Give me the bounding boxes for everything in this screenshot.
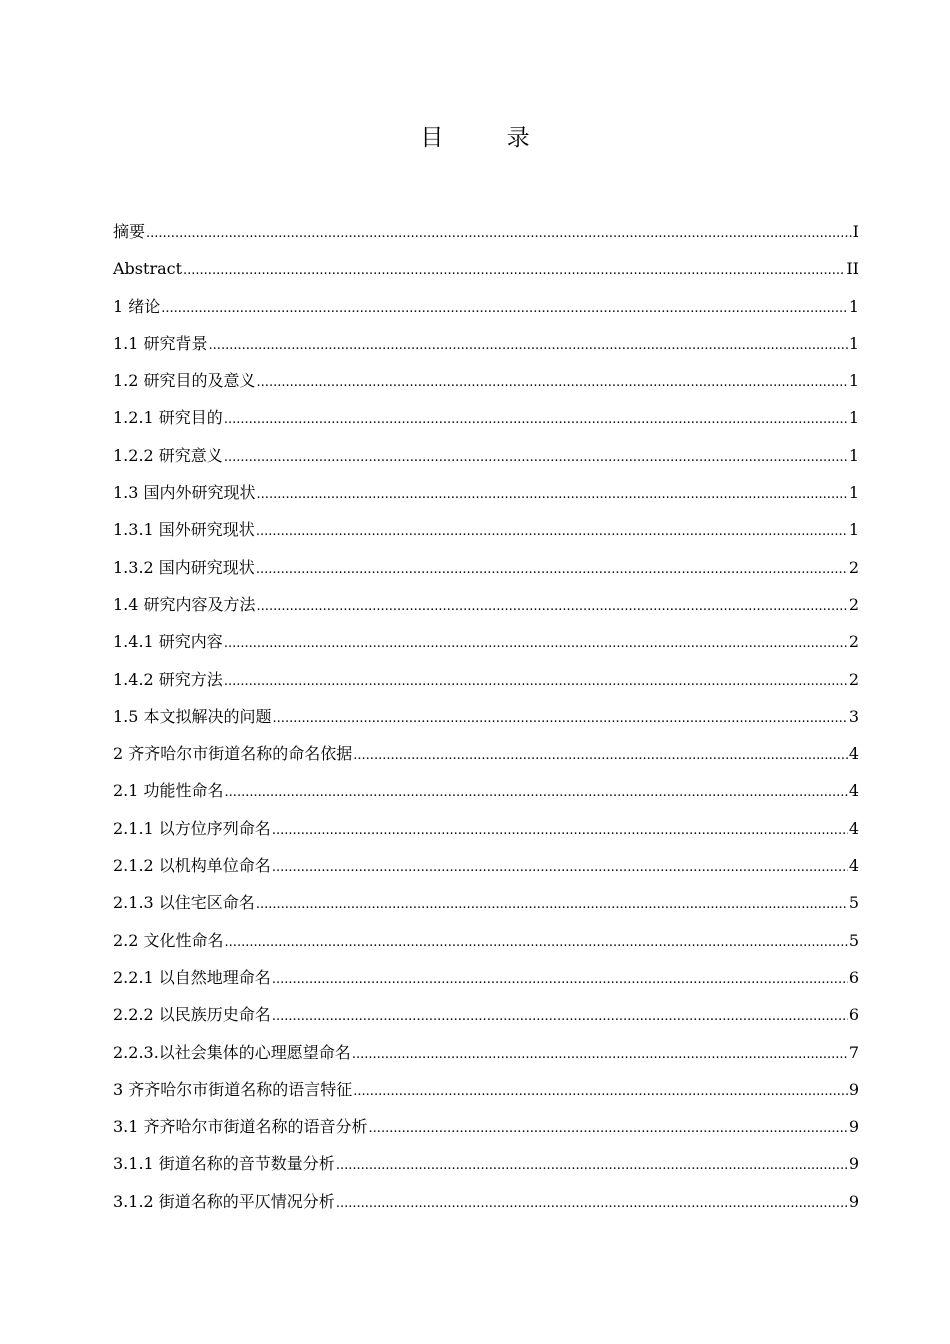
toc-entry[interactable] <box>113 250 859 287</box>
toc-entry-label: 1.4.1 研究内容 <box>113 632 223 652</box>
toc-entry[interactable] <box>113 325 859 362</box>
toc-list <box>113 213 859 1220</box>
toc-dot-leader <box>256 513 848 550</box>
toc-dot-leader <box>225 774 848 811</box>
toc-entry-page-number: 1 <box>848 371 859 391</box>
toc-entry-label: 1.4 研究内容及方法 <box>113 594 256 614</box>
toc-dot-leader <box>273 700 848 737</box>
toc-entry-label: 1.2.1 研究目的 <box>113 408 223 428</box>
toc-dot-leader <box>225 924 848 961</box>
toc-entry[interactable] <box>113 698 859 735</box>
toc-entry-label: 1.3 国内外研究现状 <box>113 483 256 503</box>
toc-entry[interactable] <box>113 399 859 436</box>
toc-dot-leader <box>336 1147 848 1184</box>
toc-entry[interactable] <box>113 623 859 660</box>
toc-dot-leader <box>257 364 848 401</box>
toc-dot-leader <box>224 625 848 662</box>
toc-dot-leader <box>146 215 852 252</box>
toc-entry[interactable] <box>113 437 859 474</box>
toc-dot-leader <box>272 812 848 849</box>
toc-entry-page-number: 1 <box>848 520 859 540</box>
toc-entry-label: Abstract <box>113 259 183 279</box>
toc-entry-page-number: 7 <box>848 1042 859 1062</box>
toc-entry-label: 3 齐齐哈尔市街道名称的语言特征 <box>113 1079 353 1099</box>
toc-dot-leader <box>272 998 848 1035</box>
toc-entry-page-number: 9 <box>848 1079 859 1099</box>
toc-entry-page-number: II <box>846 259 859 279</box>
toc-entry-label: 2.2.2 以民族历史命名 <box>113 1005 271 1025</box>
toc-dot-leader <box>256 551 848 588</box>
toc-entry-label: 2.1.3 以住宅区命名 <box>113 893 255 913</box>
toc-dot-leader <box>256 886 848 923</box>
toc-entry[interactable] <box>113 735 859 772</box>
toc-entry[interactable] <box>113 213 859 250</box>
toc-entry[interactable] <box>113 1108 859 1145</box>
toc-entry[interactable] <box>113 586 859 623</box>
toc-entry[interactable] <box>113 1034 859 1071</box>
toc-entry-page-number: 5 <box>848 930 859 950</box>
toc-entry-label: 3.1 齐齐哈尔市街道名称的语音分析 <box>113 1117 368 1137</box>
toc-dot-leader <box>209 327 848 364</box>
toc-entry-label: 1.2 研究目的及意义 <box>113 371 256 391</box>
toc-dot-leader <box>369 1110 848 1147</box>
toc-entry-label: 3.1.2 街道名称的平仄情况分析 <box>113 1191 335 1211</box>
toc-entry-label: 摘要 <box>113 222 146 241</box>
toc-entry-page-number: 1 <box>848 296 859 316</box>
toc-dot-leader <box>353 1073 848 1110</box>
toc-entry-label: 2.2 文化性命名 <box>113 930 224 950</box>
toc-dot-leader <box>272 849 848 886</box>
toc-entry[interactable] <box>113 810 859 847</box>
toc-entry-label: 1 绪论 <box>113 296 161 316</box>
toc-entry-label: 3.1.1 街道名称的音节数量分析 <box>113 1154 335 1174</box>
toc-entry[interactable] <box>113 1071 859 1108</box>
toc-entry[interactable] <box>113 884 859 921</box>
toc-entry-page-number: 4 <box>848 744 859 764</box>
toc-entry[interactable] <box>113 661 859 698</box>
toc-entry[interactable] <box>113 511 859 548</box>
toc-entry-page-number: I <box>852 222 859 241</box>
toc-entry-label: 2.1.1 以方位序列命名 <box>113 818 271 838</box>
toc-entry[interactable] <box>113 772 859 809</box>
toc-entry-page-number: 9 <box>848 1191 859 1211</box>
toc-dot-leader <box>224 439 848 476</box>
toc-entry-label: 1.3.1 国外研究现状 <box>113 520 255 540</box>
toc-dot-leader <box>336 1185 848 1222</box>
toc-entry-label: 2.2.1 以自然地理命名 <box>113 967 271 987</box>
toc-entry-page-number: 2 <box>848 594 859 614</box>
toc-dot-leader <box>224 663 848 700</box>
toc-entry[interactable] <box>113 549 859 586</box>
toc-entry-label: 2.1 功能性命名 <box>113 781 224 801</box>
toc-entry-page-number: 6 <box>848 1005 859 1025</box>
toc-entry-label: 2 齐齐哈尔市街道名称的命名依据 <box>113 744 353 764</box>
toc-entry-page-number: 1 <box>848 483 859 503</box>
toc-entry-page-number: 5 <box>848 893 859 913</box>
toc-entry[interactable] <box>113 922 859 959</box>
toc-entry-page-number: 6 <box>848 967 859 987</box>
toc-entry-label: 2.2.3.以社会集体的心理愿望命名 <box>113 1042 351 1062</box>
toc-entry-page-number: 2 <box>848 557 859 577</box>
toc-entry-page-number: 2 <box>848 669 859 689</box>
toc-dot-leader <box>272 961 848 998</box>
toc-entry-page-number: 9 <box>848 1117 859 1137</box>
toc-entry[interactable] <box>113 362 859 399</box>
toc-entry-label: 1.2.2 研究意义 <box>113 445 223 465</box>
toc-entry[interactable] <box>113 1145 859 1182</box>
toc-entry-page-number: 9 <box>848 1154 859 1174</box>
toc-entry-page-number: 1 <box>848 445 859 465</box>
toc-entry-label: 2.1.2 以机构单位命名 <box>113 856 271 876</box>
toc-entry[interactable] <box>113 1183 859 1220</box>
toc-entry[interactable] <box>113 996 859 1033</box>
toc-entry[interactable] <box>113 959 859 996</box>
toc-entry-page-number: 1 <box>848 408 859 428</box>
toc-entry-page-number: 4 <box>848 818 859 838</box>
toc-dot-leader <box>353 737 848 774</box>
toc-dot-leader <box>224 401 848 438</box>
toc-entry[interactable] <box>113 847 859 884</box>
toc-entry-label: 1.4.2 研究方法 <box>113 669 223 689</box>
toc-entry-page-number: 4 <box>848 856 859 876</box>
toc-entry-label: 1.3.2 国内研究现状 <box>113 557 255 577</box>
toc-entry[interactable] <box>113 474 859 511</box>
toc-title: 目 录 <box>420 125 558 151</box>
toc-dot-leader <box>352 1036 848 1073</box>
toc-entry-page-number: 1 <box>848 333 859 353</box>
toc-dot-leader <box>257 476 848 513</box>
toc-entry-page-number: 3 <box>848 706 859 726</box>
toc-dot-leader <box>161 290 848 327</box>
toc-entry-label: 1.1 研究背景 <box>113 333 208 353</box>
toc-dot-leader <box>257 588 848 625</box>
toc-entry-page-number: 4 <box>848 781 859 801</box>
toc-entry-page-number: 2 <box>848 632 859 652</box>
toc-entry-label: 1.5 本文拟解决的问题 <box>113 706 272 726</box>
toc-entry[interactable] <box>113 288 859 325</box>
toc-dot-leader <box>183 252 845 289</box>
